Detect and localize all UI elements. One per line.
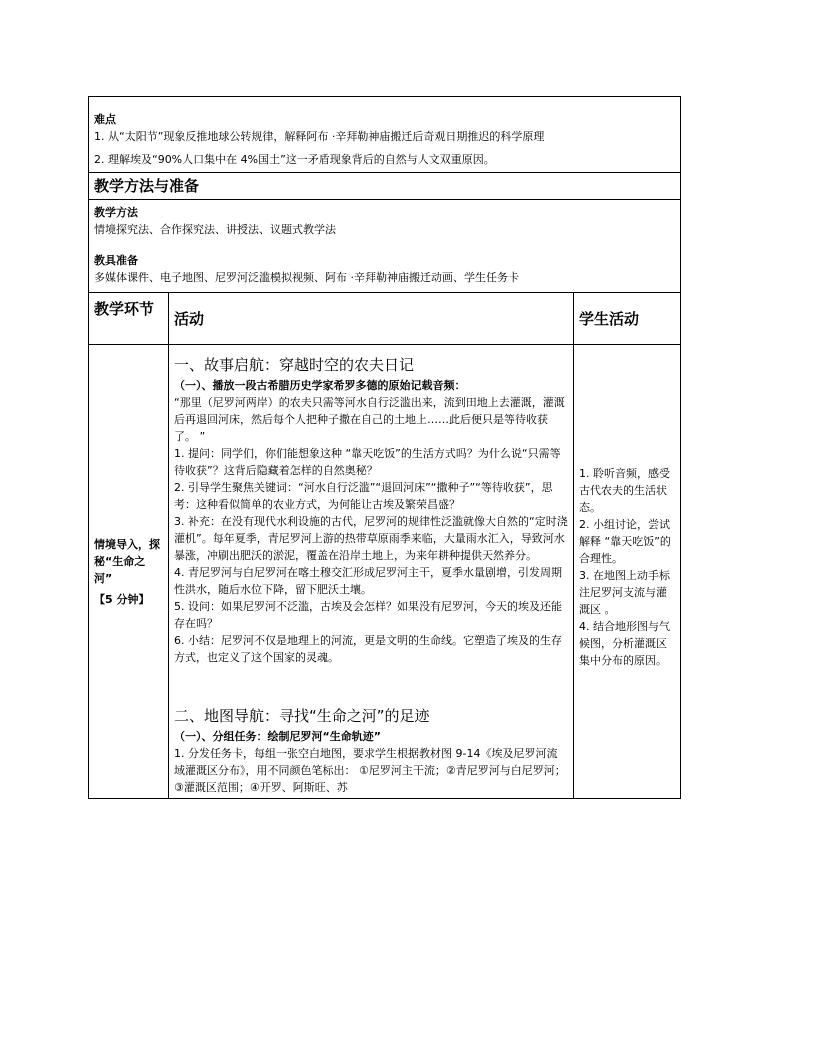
stage-time: 【5 分钟】 [94,592,150,606]
header-activity: 活动 [174,309,205,328]
lesson-plan-table [88,96,681,799]
part1-paragraph: “那里（尼罗河两岸）的农夫只需等河水自行泛滥出来，流到田地上去灌溉，灌溉后再退回河床，然后每个人把种子撒在自己的土地上……此后便只是等待收获了。 ” [174,396,565,443]
methods-text: 情境探究法、合作探究法、讲授法、议题式教学法 [94,223,336,236]
student-activity-item: 1. 聆听音频，感受古代农夫的生活状态。 [579,467,670,514]
part1-paragraph: 1. 提问：同学们，你们能想象这种 “靠天吃饭”的生活方式吗？为什么说“只需等待收获”？这背后隐藏着怎样的自然奥秘？ [174,447,561,477]
part1-paragraph: 6. 小结：尼罗河不仅是地理上的河流，更是文明的生命线。它塑造了埃及的生存方式，也定义了这个国家的灵魂。 [174,634,562,664]
stage-label: 情境导入，探秘“生命之河” [94,537,160,585]
tools-text: 多媒体课件、电子地图、尼罗河泛滥模拟视频、阿布 ·辛拜勒神庙搬迁动画、学生任务卡 [94,271,519,284]
student-activity-item: 4. 结合地形图与气候图，分析灌溉区集中分布的原因。 [579,620,670,667]
methods-title-row [89,173,681,200]
tools-heading: 教具准备 [94,254,138,267]
methods-row [89,200,681,293]
lesson-plan-document [88,96,680,799]
difficulty-heading: 难点 [94,113,116,126]
stage-row [89,345,681,799]
part2-title: 二、地图导航：寻找“生命之河”的足迹 [174,707,430,725]
part1-paragraph: 3. 补充：在没有现代水利设施的古代，尼罗河的规律性泛滥就像大自然的“定时浇灌机”。每年夏季，青尼罗河上游的热带草原雨季来临，大量雨水汇入，导致河水暴涨，冲刷出肥沃的淤泥，覆盖在沿岸土地上，为来年耕种提供天然养分。 [174,515,568,562]
header-student-activity: 学生活动 [579,309,640,328]
table-header-row [89,293,681,345]
header-stage: 教学环节 [94,300,155,318]
difficulty-item: 1. 从“太阳节”现象反推地球公转规律，解释阿布 ·辛拜勒神庙搬迁后奇观日期推迟的科学原理 [94,130,545,143]
section-title: 教学方法与准备 [94,177,200,195]
part1-paragraph: 2. 引导学生聚焦关键词：“河水自行泛滥”“退回河床”“撒种子”“等待收获”，思考：这种看似简单的农业方式，为何能让古埃及繁荣昌盛？ [174,481,553,511]
part2-subtitle: （一）、分组任务：绘制尼罗河“生命轨迹” [174,730,381,743]
part1-paragraph: 5. 设问：如果尼罗河不泛滥，古埃及会怎样？如果没有尼罗河，今天的埃及还能存在吗？ [174,600,562,630]
part1-subtitle: （一）、播放一段古希腊历史学家希罗多德的原始记载音频： [174,379,466,392]
student-activity-item: 2. 小组讨论，尝试解释 “靠天吃饭”的合理性。 [579,518,671,565]
part1-title: 一、故事启航：穿越时空的农夫日记 [174,356,415,374]
student-activity-item: 3. 在地图上动手标注尼罗河支流与灌溉区 。 [579,569,670,616]
part1-paragraph: 4. 青尼罗河与白尼罗河在喀土穆交汇形成尼罗河主干，夏季水量剧增，引发周期性洪水，随后水位下降，留下肥沃土壤。 [174,566,562,596]
methods-heading: 教学方法 [94,206,138,219]
difficulty-item: 2. 理解埃及“90%人口集中在 4%国土”这一矛盾现象背后的自然与人文双重原因。 [94,153,495,166]
difficulty-row [89,97,681,173]
part2-paragraph: 1. 分发任务卡，每组一张空白地图，要求学生根据教材图 9-14《埃及尼罗河流域灌溉区分布》，用不同颜色笔标出： ①尼罗河主干流；②青尼罗河与白尼罗河； ③灌溉区范围；④开罗、阿斯旺、苏 [174,747,566,794]
